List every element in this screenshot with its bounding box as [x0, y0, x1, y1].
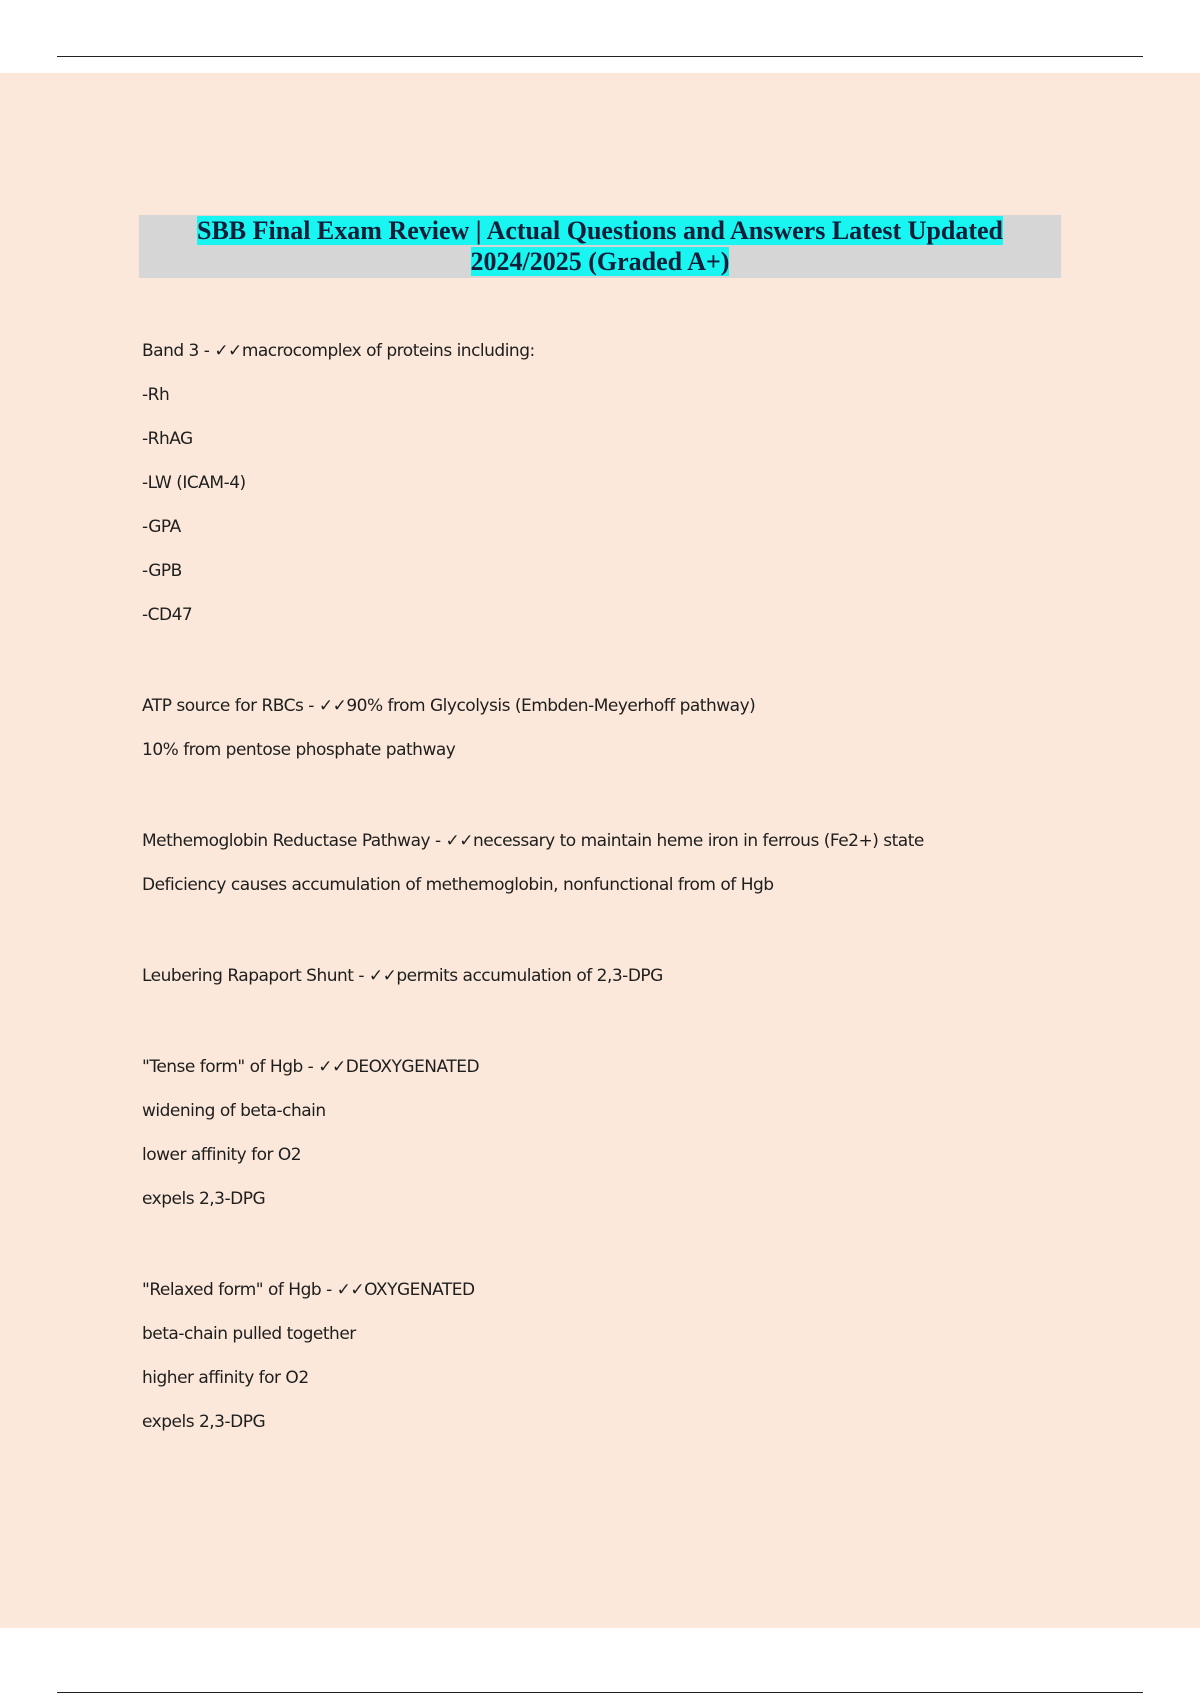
entry-tense-form [142, 1045, 1042, 1089]
entry-answer: permits accumulation of 2,3-DPG [396, 966, 663, 986]
entry-detail: expels 2,3-DPG [142, 1189, 266, 1209]
entry-answer: necessary to maintain heme iron in ferrous (Fe2+) state [473, 831, 924, 851]
entry-relaxed-form [142, 1268, 1042, 1312]
check-icon: ✓✓ [318, 696, 347, 716]
entry-term: ATP source for RBCs - [142, 696, 319, 716]
entry-term: "Relaxed form" of Hgb - [142, 1280, 337, 1300]
entry-detail: -CD47 [142, 605, 193, 625]
check-icon: ✓✓ [318, 1057, 346, 1077]
entry-term: "Tense form" of Hgb - [142, 1057, 319, 1077]
check-icon: ✓✓ [214, 341, 242, 361]
document-title [139, 215, 1061, 278]
entry-detail: expels 2,3-DPG [142, 1412, 266, 1432]
entry-methemoglobin-reductase [142, 819, 1042, 863]
entry-atp-source [142, 684, 1042, 728]
check-icon: ✓✓ [368, 966, 397, 986]
title-line-2: 2024/2025 (Graded A+) [470, 247, 730, 276]
entry-detail: lower affinity for O2 [142, 1145, 302, 1165]
entry-detail: -GPA [142, 517, 181, 537]
title-line-1: SBB Final Exam Review | Actual Questions and Answers Latest Updated [196, 216, 1004, 245]
entry-detail: higher affinity for O2 [142, 1368, 309, 1388]
header-rule [57, 56, 1143, 57]
entry-band-3 [142, 329, 1042, 373]
entry-detail: Deficiency causes accumulation of methemoglobin, nonfunctional from of Hgb [142, 875, 774, 895]
entry-answer: 90% from Glycolysis (Embden-Meyerhoff pathway) [346, 696, 756, 716]
entry-term: Methemoglobin Reductase Pathway - [142, 831, 446, 851]
flashcard-list [142, 329, 1042, 1444]
entry-detail: 10% from pentose phosphate pathway [142, 740, 456, 760]
check-icon: ✓✓ [445, 831, 473, 851]
entry-detail: -Rh [142, 385, 170, 405]
entry-leubering-rapaport [142, 954, 1042, 998]
entry-detail: widening of beta-chain [142, 1101, 326, 1121]
entry-answer: DEOXYGENATED [345, 1057, 480, 1077]
entry-term: Leubering Rapaport Shunt - [142, 966, 369, 986]
entry-term: Band 3 - [142, 341, 215, 361]
entry-detail: -LW (ICAM-4) [142, 473, 246, 493]
entry-answer: OXYGENATED [364, 1280, 475, 1300]
footer-rule [57, 1692, 1143, 1693]
document-page [0, 73, 1200, 1628]
entry-answer: macrocomplex of proteins including: [241, 341, 535, 361]
entry-detail: beta-chain pulled together [142, 1324, 356, 1344]
entry-detail: -RhAG [142, 429, 193, 449]
entry-detail: -GPB [142, 561, 182, 581]
check-icon: ✓✓ [336, 1280, 365, 1300]
